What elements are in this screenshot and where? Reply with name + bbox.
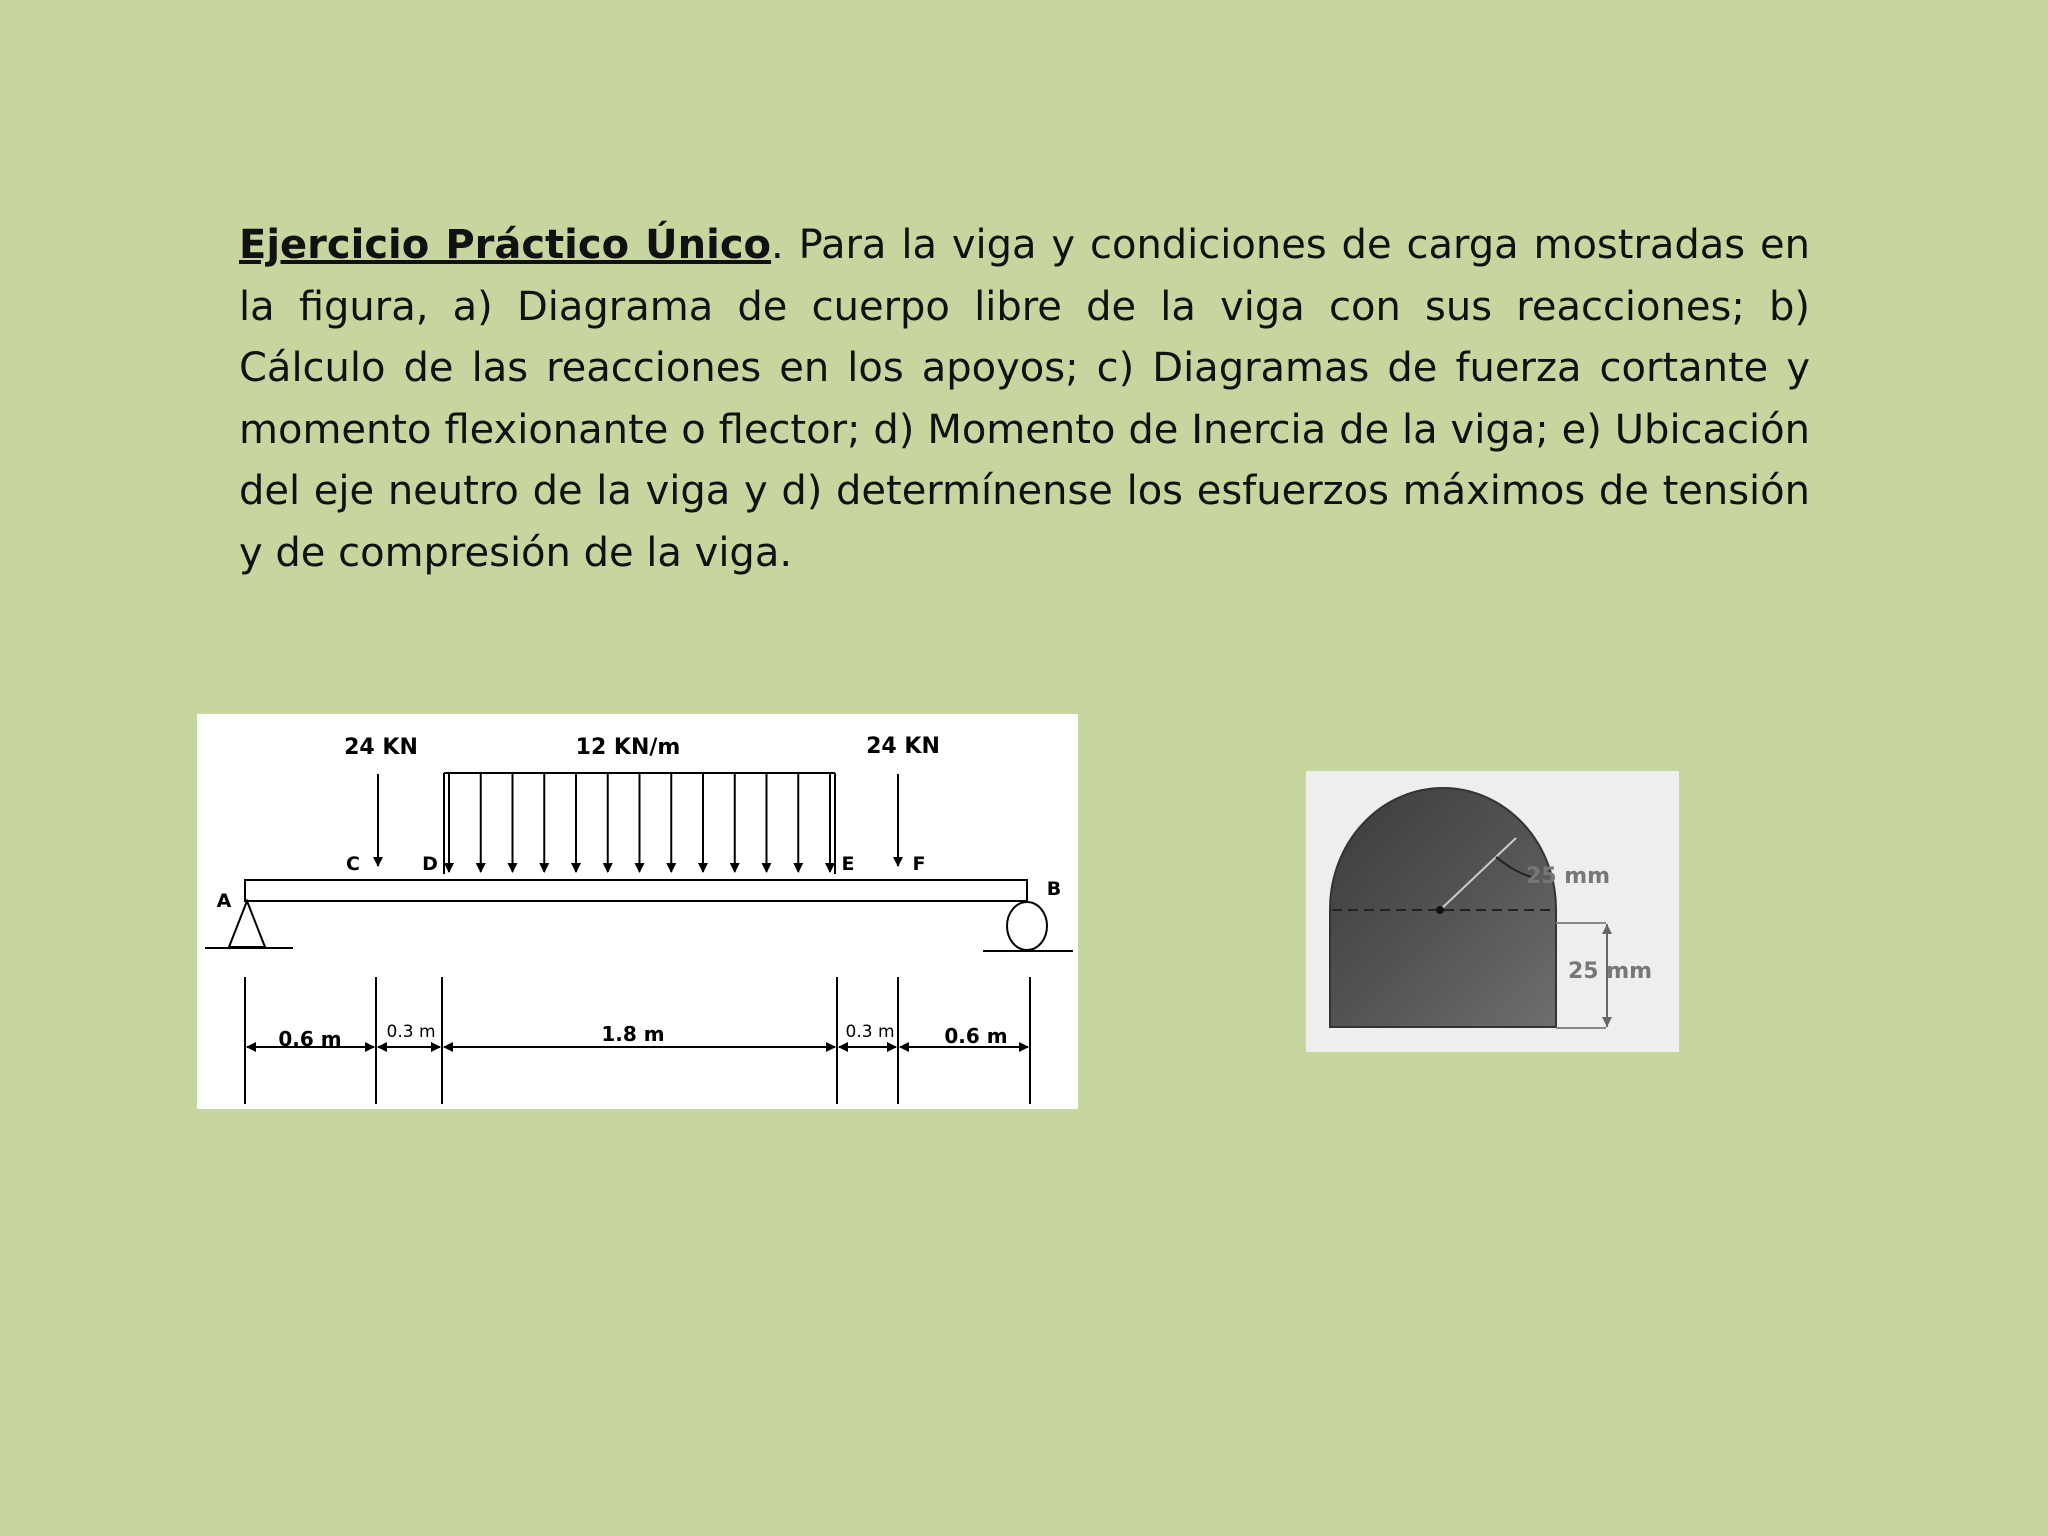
- section-center-point: [1436, 906, 1444, 914]
- cross-section-svg: [1306, 771, 1679, 1052]
- distributed-load: [444, 773, 835, 874]
- beam: [245, 880, 1027, 901]
- load-c-label: 24 KN: [344, 735, 418, 760]
- dim-fb-label: 0.6 m: [944, 1024, 1008, 1048]
- distributed-load-label: 12 KN/m: [575, 735, 681, 760]
- height-arrow-top: [1602, 924, 1612, 934]
- exercise-statement: [239, 215, 1810, 584]
- point-b-label: B: [1046, 878, 1062, 900]
- point-d-label: D: [422, 853, 438, 875]
- load-f-label: 24 KN: [866, 734, 940, 759]
- dim-de-label: 1.8 m: [601, 1022, 665, 1046]
- exercise-body: . Para la viga y condiciones de carga mostradas en la figura, a) Diagrama de cuerpo libre de la viga con sus reacciones; b) Cálculo de las reacciones en los apoyos; c) Diagramas de fuerza cortante y momento flexionante o flector; d) Momento de Inercia de la viga; e) Ubicación del eje neutro de la viga y d) determínense los esfuerzos máximos de tensión y de compresión de la viga.: [239, 222, 1810, 576]
- radius-label: 25 mm: [1525, 864, 1611, 889]
- height-label: 25 mm: [1567, 959, 1653, 984]
- cross-section-figure: [1306, 771, 1679, 1052]
- dim-ac-label: 0.6 m: [278, 1027, 342, 1051]
- dim-ef-label: 0.3 m: [845, 1022, 895, 1042]
- point-f-label: F: [912, 853, 926, 875]
- point-c-label: C: [346, 853, 360, 875]
- exercise-title: Ejercicio Práctico Único: [239, 222, 772, 268]
- roller-support-b: [983, 902, 1073, 951]
- beam-diagram-svg: [197, 714, 1078, 1109]
- dim-cd-label: 0.3 m: [386, 1022, 436, 1042]
- beam-diagram: [197, 714, 1078, 1109]
- height-arrow-bottom: [1602, 1017, 1612, 1027]
- point-e-label: E: [841, 853, 855, 875]
- point-a-label: A: [216, 890, 232, 912]
